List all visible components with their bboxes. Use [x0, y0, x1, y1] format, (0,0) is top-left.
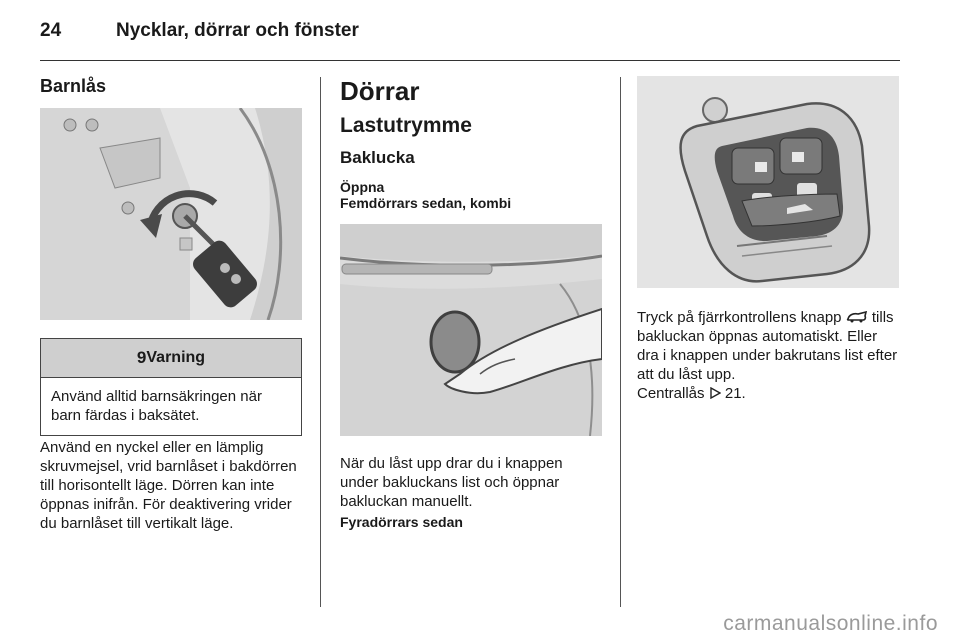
warning-title: Varning	[146, 349, 206, 366]
page-header	[40, 18, 900, 60]
column-divider-1	[320, 77, 321, 607]
child-lock-key-figure	[40, 108, 302, 320]
page-number: 24	[40, 20, 62, 41]
warning-box	[40, 338, 302, 436]
warning-icon: 9	[136, 348, 147, 367]
warning-header	[41, 339, 301, 378]
child-lock-paragraph: Använd en nyckel eller en lämplig skruvmejsel, vrid barnlåset i bakdörren till horisontellt läge. Dörren kan inte öppnas inifrån. För deaktivering vrider du barnlåset till vertikalt läge.	[40, 439, 297, 532]
heading-tailgate: Baklucka	[340, 148, 415, 167]
central-lock-label: Centrallås	[637, 385, 705, 402]
column-divider-2	[620, 77, 621, 607]
tailgate-paragraph: När du låst upp drar du i knappen under bakluckans list och öppnar bakluckan manuellt.	[340, 455, 563, 510]
column-2	[340, 76, 602, 530]
warning-text: Använd alltid barnsäkringen när barn färdas i baksätet.	[51, 388, 262, 424]
central-lock-page[interactable]: 21.	[724, 385, 746, 402]
chapter-title: Nycklar, dörrar och fönster	[116, 20, 359, 41]
central-lock-ref	[637, 384, 899, 403]
remote-paragraph-start: Tryck på fjärrkontrollens knapp	[637, 309, 842, 326]
remote-paragraph-rest: tills bakluckan öppnas automatiskt. Eller dra i knappen under bakrutans list efter att du låst upp.	[637, 309, 898, 383]
car-tailgate-icon	[846, 309, 868, 321]
remote-paragraph	[637, 308, 899, 384]
heading-doors: Dörrar	[340, 76, 420, 106]
header-rule	[40, 60, 900, 61]
column-1	[40, 76, 302, 532]
tailgate-handle-figure	[340, 224, 602, 436]
heading-cargo: Lastutrymme	[340, 114, 472, 137]
remote-key-figure	[637, 76, 899, 288]
subheading-open: Öppna	[340, 179, 385, 195]
watermark: carmanualsonline.info	[723, 612, 938, 635]
page-ref-triangle-icon	[709, 385, 721, 397]
subheading-five-door: Femdörrars sedan, kombi	[340, 195, 512, 211]
section-title-child-lock: Barnlås	[40, 76, 107, 96]
subheading-four-door: Fyradörrars sedan	[340, 514, 463, 530]
